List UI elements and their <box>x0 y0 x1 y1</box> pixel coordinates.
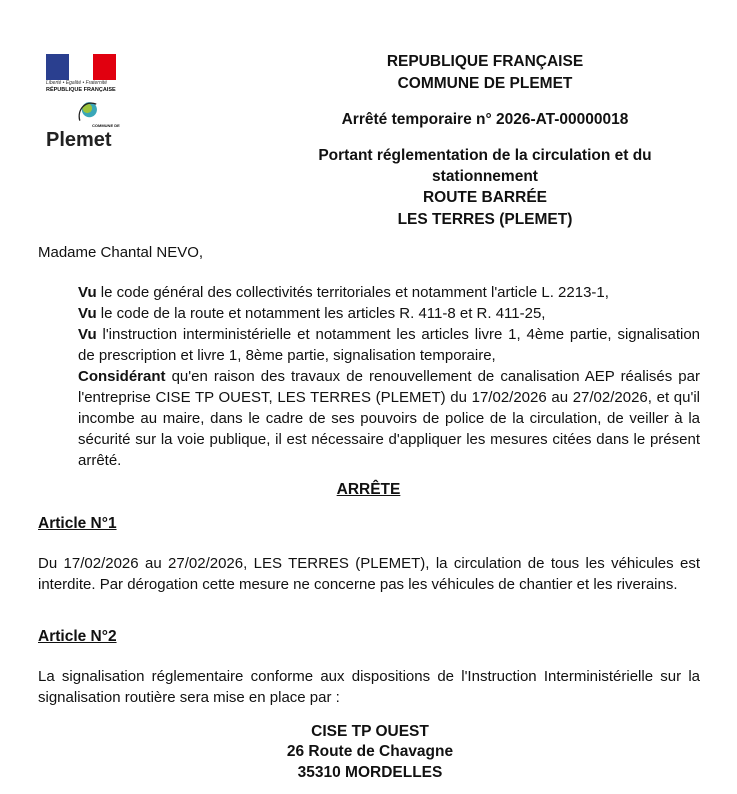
subject-line-2: stationnement <box>432 168 538 185</box>
plemet-wordmark: Plemet <box>46 129 112 151</box>
consideration-text: le code de la route et notamment les articles R. 411-8 et R. 411-25, <box>96 305 546 322</box>
consideration-item <box>78 303 700 324</box>
contractor-city: 35310 MORDELLES <box>297 764 443 781</box>
header-republique: REPUBLIQUE FRANÇAISE <box>386 53 584 70</box>
contractor-name: CISE TP OUEST <box>311 723 429 740</box>
arrete-number: Arrêté temporaire n° 2026-AT-00000018 <box>341 111 629 128</box>
article-2-text: La signalisation réglementaire conforme aux dispositions de l'Instruction Interministérielle sur la signalisation routière sera mise en place par : <box>38 668 700 706</box>
consideration-lead: Considérant <box>78 368 166 385</box>
consideration-text: l'instruction interministérielle et notamment les articles livre 1, 4ème partie, signalisation de prescription et livre 1, 8ème partie, signalisation temporaire, <box>78 326 700 364</box>
contractor-street: 26 Route de Chavagne <box>286 743 454 760</box>
consideration-text: qu'en raison des travaux de renouvellement de canalisation AEP réalisés par l'entreprise CISE TP OUEST, LES TERRES (PLEMET) du 17/02/2026 au 27/02/2026, et qu'il incombe au maire, dans le cadre de ses pouvoirs de police de la circulation, de veiller à la sécurité sur la voie publique, il est nécessaire d'appliquer les mesures citées dans le présent arrêté. <box>78 368 700 469</box>
subject-line-4: LES TERRES (PLEMET) <box>397 211 573 228</box>
salutation: Madame Chantal NEVO, <box>38 244 204 261</box>
motto: Liberté • Égalité • Fraternité <box>46 80 108 86</box>
plemet-swirl-icon <box>70 100 106 122</box>
header-commune: COMMUNE DE PLEMET <box>397 75 573 92</box>
consideration-lead: Vu <box>78 284 97 301</box>
article-2-title: Article N°2 <box>38 628 117 645</box>
consideration-item <box>78 282 700 303</box>
subject-line-1: Portant réglementation de la circulation et du <box>318 147 652 164</box>
subject-line-3: ROUTE BARRÉE <box>422 189 547 206</box>
arrete-heading: ARRÊTE <box>336 481 401 498</box>
article-1-title: Article N°1 <box>38 515 117 532</box>
consideration-item <box>78 366 700 471</box>
consideration-text: le code général des collectivités territoriales et notamment l'article L. 2213-1, <box>96 284 609 301</box>
consideration-lead: Vu <box>78 305 97 322</box>
french-flag-icon <box>46 54 116 80</box>
consideration-item <box>78 324 700 366</box>
consideration-lead: Vu <box>78 326 97 343</box>
article-1-text: Du 17/02/2026 au 27/02/2026, LES TERRES (PLEMET), la circulation de tous les véhicules est interdite. Par dérogation cette mesure ne concerne pas les véhicules de chantier et les riverains. <box>38 555 700 593</box>
republique-name: RÉPUBLIQUE FRANÇAISE <box>46 87 116 93</box>
considerations <box>78 282 700 471</box>
commune-small-text: COMMUNE DE <box>92 123 120 128</box>
